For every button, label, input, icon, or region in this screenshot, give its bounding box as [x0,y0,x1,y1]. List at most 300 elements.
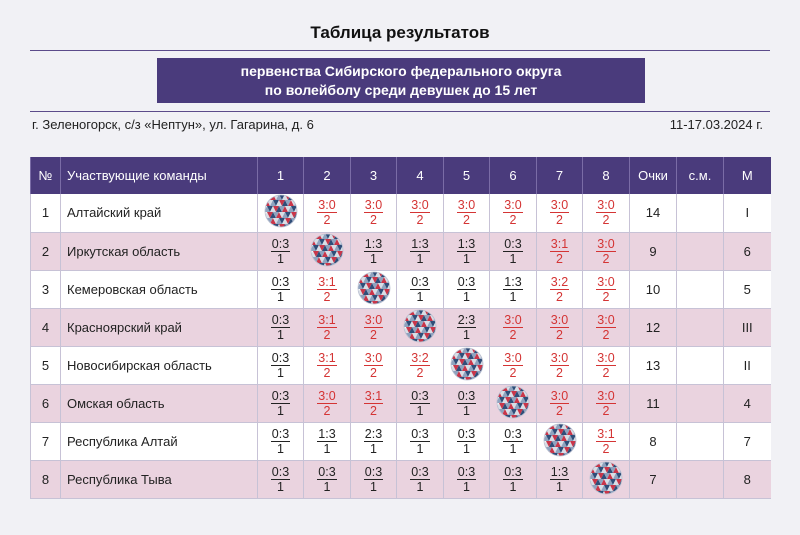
volleyball-icon [496,385,530,422]
score-block [317,275,336,304]
set-score: 0:3 [271,236,290,251]
score-block [457,198,476,227]
match-result [583,270,630,308]
set-score: 0:3 [457,274,476,289]
score-block [317,465,336,494]
score-block [271,351,290,380]
match-points: 1 [416,403,424,418]
match-result [490,194,537,232]
match-result [258,460,304,498]
score-block [364,237,383,266]
score-block [317,351,336,380]
table-row [31,384,771,422]
match-points: 1 [416,251,424,266]
match-points: 2 [463,213,470,228]
column-header: 8 [583,157,630,194]
match-result [583,232,630,270]
total-points: 13 [630,346,677,384]
total-points: 10 [630,270,677,308]
match-result [351,460,397,498]
column-header: Очки [630,157,677,194]
match-points: 2 [602,403,610,418]
date-range: 11-17.03.2024 г. [669,117,763,132]
set-score: 3:0 [550,350,569,365]
score-block [410,427,429,456]
match-result [444,422,490,460]
self-match-cell [583,460,630,498]
set-score: 0:3 [457,426,476,441]
team-name: Кемеровская область [61,270,258,308]
team-name: Иркутская область [61,232,258,270]
final-place: 4 [724,384,771,422]
match-result [444,308,490,346]
set-score: 1:3 [550,464,569,479]
match-points: 2 [556,327,563,342]
match-result [537,384,583,422]
score-block [317,313,336,342]
set-ratio [677,460,724,498]
score-block [457,465,476,494]
set-score: 3:0 [318,388,336,403]
match-points: 1 [277,327,284,342]
set-score: 3:0 [597,350,615,365]
set-score: 3:0 [597,274,615,289]
score-block [410,237,429,266]
self-match-cell [258,194,304,232]
match-points: 1 [556,479,563,494]
match-points: 1 [277,365,284,380]
score-block [596,237,615,266]
set-score: 3:0 [318,198,336,213]
match-result [583,422,630,460]
score-block [503,351,522,380]
set-score: 0:3 [271,274,290,289]
match-result [583,384,630,422]
score-block [271,389,290,418]
subtitle-line-2: по волейболу среди девушек до 15 лет [264,82,538,98]
set-score: 0:3 [411,464,429,479]
team-name: Омская область [61,384,258,422]
match-result [351,232,397,270]
table-row [31,346,771,384]
match-result [304,194,351,232]
score-block [503,198,522,227]
match-result [258,308,304,346]
score-block [457,389,476,418]
match-points: 2 [416,365,424,380]
match-points: 1 [509,251,517,266]
score-block [364,389,383,418]
table-row [31,308,771,346]
column-header: 1 [258,157,304,194]
match-result [490,308,537,346]
self-match-cell [351,270,397,308]
subtitle-line-1: первенства Сибирского федерального округа [240,63,562,79]
self-match-cell [490,384,537,422]
set-score: 3:0 [457,198,476,213]
set-ratio [677,308,724,346]
match-result [490,232,537,270]
match-points: 1 [277,441,284,456]
subtitle-banner [157,58,645,103]
match-result [397,384,444,422]
set-score: 3:1 [597,426,615,441]
set-score: 3:0 [411,198,429,213]
volleyball-icon [450,347,484,384]
column-header: 4 [397,157,444,194]
table-row [31,232,771,270]
self-match-cell [444,346,490,384]
set-score: 0:3 [271,350,290,365]
set-score: 1:3 [504,274,522,289]
set-score: 3:1 [364,388,383,403]
set-ratio [677,232,724,270]
score-block [596,351,615,380]
score-block [550,237,569,266]
total-points: 9 [630,232,677,270]
match-points: 2 [556,289,563,304]
set-score: 3:0 [550,312,569,327]
row-number: 6 [31,384,61,422]
row-number: 8 [31,460,61,498]
row-number: 4 [31,308,61,346]
final-place: I [724,194,771,232]
self-match-cell [537,422,583,460]
match-points: 2 [602,327,610,342]
self-match-cell [304,232,351,270]
volleyball-icon [403,309,437,346]
set-score: 3:1 [318,350,336,365]
match-result [258,346,304,384]
match-points: 1 [277,479,284,494]
match-result [537,232,583,270]
match-points: 1 [416,441,424,456]
score-block [410,389,429,418]
total-points: 7 [630,460,677,498]
match-points: 1 [509,289,517,304]
score-block [271,275,290,304]
final-place: II [724,346,771,384]
match-points: 1 [463,289,470,304]
score-block [271,427,290,456]
row-number: 2 [31,232,61,270]
set-score: 1:3 [364,236,383,251]
match-points: 1 [370,251,377,266]
volleyball-icon [589,461,623,498]
set-ratio [677,194,724,232]
match-result [258,384,304,422]
table-row [31,194,771,232]
match-result [304,422,351,460]
match-points: 1 [463,327,470,342]
match-result [304,346,351,384]
set-score: 0:3 [504,236,522,251]
match-result [537,346,583,384]
set-ratio [677,270,724,308]
team-name: Алтайский край [61,194,258,232]
match-points: 1 [277,403,284,418]
set-ratio [677,346,724,384]
total-points: 8 [630,422,677,460]
set-score: 0:3 [411,426,429,441]
score-block [317,427,336,456]
match-result [397,270,444,308]
match-points: 1 [463,479,470,494]
set-score: 2:3 [457,312,476,327]
column-header: 7 [537,157,583,194]
score-block [550,465,569,494]
page-title: Таблица результатов [310,23,490,42]
match-points: 2 [602,251,610,266]
match-points: 2 [556,365,563,380]
score-block [550,198,569,227]
column-header: № [31,157,61,194]
final-place: 6 [724,232,771,270]
match-points: 1 [323,479,331,494]
match-points: 1 [463,441,470,456]
row-number: 7 [31,422,61,460]
score-block [596,275,615,304]
column-header: М [724,157,771,194]
set-score: 3:0 [550,388,569,403]
match-points: 2 [323,289,331,304]
match-result [444,384,490,422]
match-result [351,346,397,384]
column-header: 3 [351,157,397,194]
self-match-cell [397,308,444,346]
set-score: 0:3 [271,388,290,403]
table-row [31,270,771,308]
set-score: 3:0 [597,388,615,403]
match-result [397,194,444,232]
results-table [30,157,771,499]
column-header: 2 [304,157,351,194]
match-result [490,270,537,308]
set-score: 0:3 [271,312,290,327]
final-place: 5 [724,270,771,308]
match-points: 1 [463,251,470,266]
row-number: 5 [31,346,61,384]
score-block [457,275,476,304]
score-block [317,389,336,418]
set-score: 3:0 [364,198,383,213]
match-points: 2 [556,251,563,266]
match-result [258,422,304,460]
score-block [550,351,569,380]
match-result [490,346,537,384]
match-points: 2 [602,289,610,304]
match-points: 1 [509,479,517,494]
score-block [596,313,615,342]
match-result [351,194,397,232]
score-block [364,351,383,380]
score-block [364,427,383,456]
match-points: 2 [370,403,377,418]
score-block [271,237,290,266]
score-block [550,389,569,418]
total-points: 11 [630,384,677,422]
score-block [457,313,476,342]
score-block [550,313,569,342]
score-block [317,198,336,227]
match-result [304,384,351,422]
match-result [397,346,444,384]
final-place: 8 [724,460,771,498]
match-points: 1 [277,289,284,304]
score-block [503,275,522,304]
match-result [537,270,583,308]
match-points: 2 [323,403,331,418]
set-ratio [677,384,724,422]
set-score: 0:3 [504,464,522,479]
set-score: 0:3 [271,426,290,441]
set-score: 0:3 [271,464,290,479]
row-number: 3 [31,270,61,308]
team-name: Новосибирская область [61,346,258,384]
match-points: 1 [509,441,517,456]
table-row [31,422,771,460]
banner-divider [30,111,770,112]
match-points: 1 [277,251,284,266]
match-result [304,460,351,498]
match-result [397,232,444,270]
match-points: 2 [602,213,610,228]
set-score: 3:1 [318,274,336,289]
score-block [457,427,476,456]
score-block [271,465,290,494]
set-score: 3:0 [550,198,569,213]
score-block [271,313,290,342]
match-points: 2 [370,327,377,342]
set-score: 3:1 [318,312,336,327]
set-score: 2:3 [364,426,383,441]
volleyball-icon [310,233,344,270]
set-score: 0:3 [411,388,429,403]
set-score: 0:3 [504,426,522,441]
set-score: 3:2 [411,350,429,365]
match-result [583,346,630,384]
set-score: 3:0 [504,198,522,213]
match-result [258,270,304,308]
match-points: 2 [323,327,331,342]
score-block [503,427,522,456]
match-points: 2 [370,365,377,380]
set-score: 0:3 [411,274,429,289]
column-header: 5 [444,157,490,194]
total-points: 14 [630,194,677,232]
match-result [490,422,537,460]
volleyball-icon [357,271,391,308]
total-points: 12 [630,308,677,346]
match-points: 1 [416,289,424,304]
score-block [364,313,383,342]
score-block [503,313,522,342]
match-result [397,422,444,460]
match-points: 2 [416,213,424,228]
match-points: 2 [602,365,610,380]
match-result [304,270,351,308]
team-name: Республика Тыва [61,460,258,498]
team-name: Республика Алтай [61,422,258,460]
set-score: 3:0 [597,236,615,251]
set-score: 0:3 [457,464,476,479]
set-score: 3:0 [597,198,615,213]
match-result [351,422,397,460]
match-points: 2 [509,213,517,228]
match-result [351,308,397,346]
match-points: 1 [370,479,377,494]
final-place: 7 [724,422,771,460]
table-header-row [31,157,771,194]
match-result [304,308,351,346]
score-block [410,198,429,227]
score-block [410,351,429,380]
match-result [444,270,490,308]
set-score: 3:0 [364,350,383,365]
set-score: 1:3 [411,236,429,251]
match-result [537,460,583,498]
set-score: 3:1 [550,236,569,251]
set-score: 0:3 [457,388,476,403]
match-result [583,194,630,232]
title-divider [30,50,770,51]
set-score: 3:2 [550,274,569,289]
score-block [410,465,429,494]
match-result [444,232,490,270]
score-block [457,237,476,266]
score-block [596,389,615,418]
venue-text: г. Зеленогорск, с/з «Нептун», ул. Гагарина, д. 6 [32,117,314,132]
row-number: 1 [31,194,61,232]
volleyball-icon [543,423,577,460]
column-header: Участвующие команды [61,157,258,194]
set-score: 3:0 [504,312,522,327]
match-points: 1 [370,441,377,456]
match-result [444,460,490,498]
table-row [31,460,771,498]
column-header: с.м. [677,157,724,194]
set-score: 0:3 [364,464,383,479]
score-block [503,237,522,266]
set-score: 1:3 [457,236,476,251]
set-ratio [677,422,724,460]
score-block [410,275,429,304]
match-points: 2 [323,365,331,380]
score-block [596,427,615,456]
match-result [490,460,537,498]
match-result [537,308,583,346]
match-result [397,460,444,498]
match-points: 2 [370,213,377,228]
match-points: 1 [323,441,331,456]
match-points: 2 [509,327,517,342]
match-points: 2 [556,213,563,228]
set-score: 1:3 [318,426,336,441]
set-score: 3:0 [597,312,615,327]
match-points: 1 [463,403,470,418]
column-header: 6 [490,157,537,194]
match-result [444,194,490,232]
score-block [364,198,383,227]
match-result [583,308,630,346]
volleyball-icon [264,194,298,231]
set-score: 3:0 [504,350,522,365]
match-result [258,232,304,270]
set-score: 3:0 [364,312,383,327]
match-points: 2 [602,441,610,456]
match-result [537,194,583,232]
match-result [351,384,397,422]
